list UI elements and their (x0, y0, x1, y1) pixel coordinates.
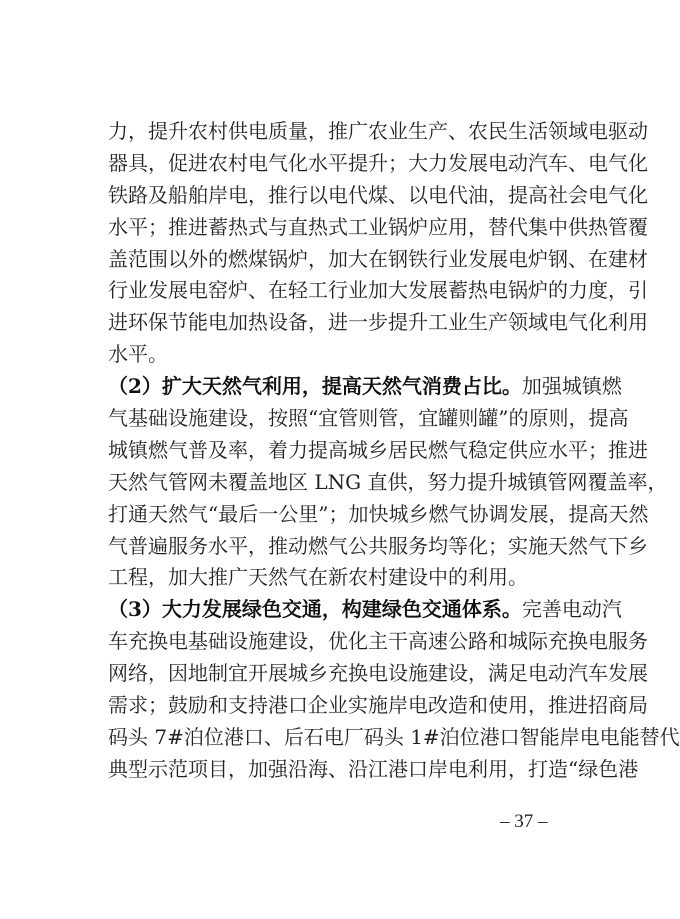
text-run: 完善电动汽 (521, 597, 622, 622)
section-heading: （3）大力发展绿色交通，构建绿色交通体系。 (108, 597, 522, 622)
text-line: 水平。 (108, 342, 168, 367)
text-line: 行业发展电窑炉、在轻工行业加大发展蓄热电锅炉的力度，引 (108, 278, 648, 303)
text-line: 盖范围以外的燃煤锅炉，加大在钢铁行业发展电炉钢、在建材 (108, 246, 648, 271)
text-line: 需求；鼓励和支持港口企业实施岸电改造和使用，推进招商局 (108, 693, 648, 718)
document-body (108, 116, 680, 786)
text-line: 铁路及船舶岸电，推行以电代煤、以电代油，提高社会电气化 (108, 182, 648, 207)
text-line: 车充换电基础设施建设，优化主干高速公路和城际充换电服务 (108, 629, 648, 654)
text-line: 水平；推进蓄热式与直热式工业锅炉应用，替代集中供热管覆 (108, 214, 648, 239)
text-line: 工程，加大推广天然气在新农村建设中的利用。 (108, 565, 528, 590)
section-heading: （2）扩大天然气利用，提高天然气消费占比。 (108, 374, 522, 399)
text-line: 码头 7#泊位港口、后石电厂码头 1#泊位港口智能岸电电能替代 (108, 724, 680, 749)
text-line: 力，提升农村供电质量，推广农业生产、农民生活领域电驱动 (108, 119, 648, 143)
paragraph-first-line (108, 594, 622, 626)
paragraph-first-line (108, 371, 622, 403)
text-run: 加强城镇燃 (521, 374, 622, 399)
text-line: 气普遍服务水平，推动燃气公共服务均等化；实施天然气下乡 (108, 533, 648, 558)
text-line: 网络，因地制宜开展城乡充换电设施建设，满足电动汽车发展 (108, 661, 648, 686)
text-line: 打通天然气“最后一公里”；加快城乡燃气协调发展，提高天然 (108, 501, 649, 526)
paragraph-green-transport (108, 594, 680, 785)
page-number: – 37 – (500, 811, 548, 832)
text-line: 器具，促进农村电气化水平提升；大力发展电动汽车、电气化 (108, 150, 648, 175)
paragraph-electrification (108, 116, 648, 371)
text-line: 天然气管网未覆盖地区 LNG 直供，努力提升城镇管网覆盖率， (108, 469, 668, 494)
text-line: 典型示范项目，加强沿海、沿江港口岸电利用，打造“绿色港 (108, 756, 639, 781)
paragraph-natural-gas (108, 371, 668, 594)
text-line: 进环保节能电加热设备，进一步提升工业生产领域电气化利用 (108, 310, 648, 335)
text-line: 城镇燃气普及率，着力提高城乡居民燃气稳定供应水平；推进 (108, 437, 648, 462)
text-line: 气基础设施建设，按照“宜管则管，宜罐则罐”的原则，提高 (108, 406, 629, 431)
